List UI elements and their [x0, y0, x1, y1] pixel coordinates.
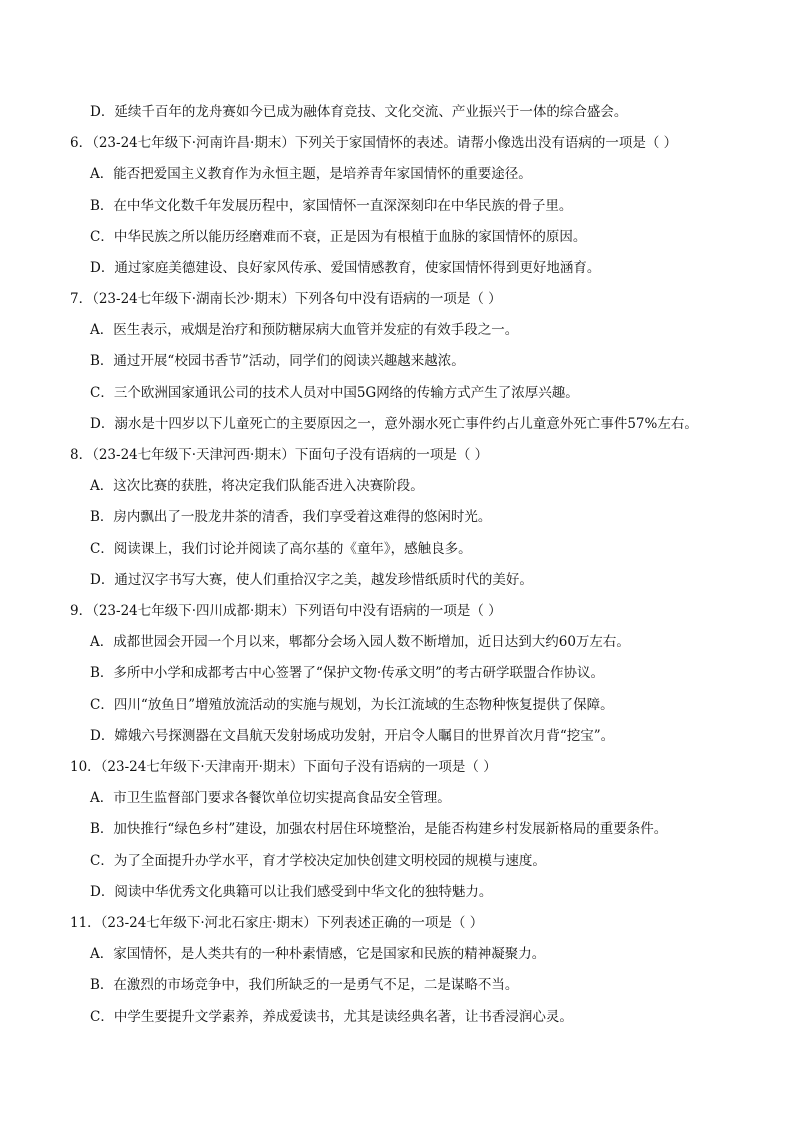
- option-a: A．成都世园会开园一个月以来，郫都分会场入园人数不断增加，近日达到大约60万左右。: [90, 634, 630, 650]
- option-b: B．多所中小学和成都考古中心签署了“保护文物·传承文明”的考古研学联盟合作协议。: [90, 665, 605, 681]
- option-c: C．三个欧洲国家通讯公司的技术人员对中国5G网络的传输方式产生了浓厚兴趣。: [90, 385, 579, 401]
- option-d: D．通过家庭美德建设、良好家风传承、爱国情感教育，使家国情怀得到更好地涵育。: [90, 260, 601, 276]
- option-b: B．在激烈的市场竞争中，我们所缺乏的一是勇气不足，二是谋略不当。: [90, 977, 519, 993]
- option-c: C．为了全面提升办学水平，育才学校决定加快创建文明校园的规模与速度。: [90, 853, 546, 869]
- question-10: 10．（23-24七年级下·天津南开·期末）下面句子没有语病的一项是（ ）: [70, 759, 497, 775]
- option-d: D．通过汉字书写大赛，使人们重拾汉字之美，越发珍惜纸质时代的美好。: [90, 572, 533, 588]
- option-a: A．这次比赛的获胜，将决定我们队能否进入决赛阶段。: [90, 478, 424, 494]
- option-a: A．市卫生监督部门要求各餐饮单位切实提高食品安全管理。: [90, 790, 451, 806]
- question-8: 8．（23-24七年级下·天津河西·期末）下面句子没有语病的一项是（ ）: [70, 447, 489, 463]
- option-c: C．中学生要提升文学素养，养成爱读书，尤其是读经典名著，让书香浸润心灵。: [90, 1009, 573, 1025]
- option-a: A．家国情怀，是人类共有的一种朴素情感，它是国家和民族的精神凝聚力。: [90, 946, 546, 962]
- option-b: B．加快推行“绿色乡村”建设，加强农村居住环境整治，是能否构建乡村发展新格局的重要条件。: [90, 821, 668, 837]
- option-d: D．嫦娥六号探测器在文昌航天发射场成功发射，开启令人瞩目的世界首次月背“挖宝”。: [90, 728, 615, 744]
- option-b: B．通过开展“校园书香节”活动，同学们的阅读兴趣越来越浓。: [90, 353, 465, 369]
- option-d: D．延续千百年的龙舟赛如今已成为融体育竞技、文化交流、产业振兴于一体的综合盛会。: [90, 104, 628, 120]
- option-c: C．中华民族之所以能历经磨难而不衰，正是因为有根植于血脉的家国情怀的原因。: [90, 229, 587, 245]
- option-c: C．阅读课上，我们讨论并阅读了高尔基的《童年》，感触良多。: [90, 541, 472, 557]
- option-c: C．四川“放鱼日”增殖放流活动的实施与规划，为长江流域的生态物种恢复提供了保障。: [90, 697, 614, 713]
- question-11: 11．（23-24七年级下·河北石家庄·期末）下列表述正确的一项是（ ）: [70, 915, 484, 931]
- option-b: B．房内飘出了一股龙井茶的清香，我们享受着这难得的悠闲时光。: [90, 509, 492, 525]
- option-b: B．在中华文化数千年发展历程中，家国情怀一直深深刻印在中华民族的骨子里。: [90, 198, 573, 214]
- option-a: A．能否把爱国主义教育作为永恒主题，是培养青年家国情怀的重要途径。: [90, 166, 532, 182]
- question-7: 7．（23-24七年级下·湖南长沙·期末）下列各句中没有语病的一项是（ ）: [70, 291, 502, 307]
- option-a: A．医生表示，戒烟是治疗和预防糖尿病大血管并发症的有效手段之一。: [90, 322, 519, 338]
- question-9: 9．（23-24七年级下·四川成都·期末）下列语句中没有语病的一项是（ ）: [70, 603, 502, 619]
- option-d: D．溺水是十四岁以下儿童死亡的主要原因之一，意外溺水死亡事件约占儿童意外死亡事件57%左右。: [90, 416, 698, 432]
- option-d: D．阅读中华优秀文化典籍可以让我们感受到中华文化的独特魅力。: [90, 884, 493, 900]
- question-6: 6．（23-24七年级下·河南许昌·期末）下列关于家国情怀的表述。请帮小像选出没有语病的一项是（ ）: [70, 135, 678, 151]
